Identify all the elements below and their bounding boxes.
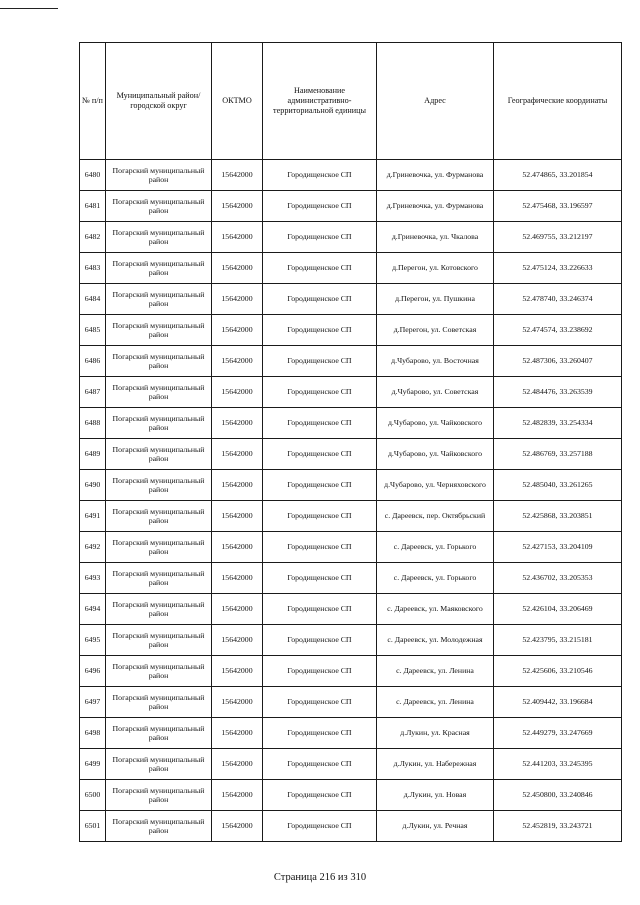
- cell-oktmo: 15642000: [212, 625, 263, 656]
- cell-unit: Городищенское СП: [263, 408, 377, 439]
- cell-oktmo: 15642000: [212, 470, 263, 501]
- cell-unit: Городищенское СП: [263, 191, 377, 222]
- cell-address: д.Чубарово, ул. Чайковского: [377, 439, 494, 470]
- cell-num: 6493: [80, 563, 106, 594]
- cell-municipality: Погарский муниципальный район: [106, 625, 212, 656]
- cell-num: 6480: [80, 160, 106, 191]
- table-row: [80, 780, 622, 811]
- cell-num: 6488: [80, 408, 106, 439]
- cell-oktmo: 15642000: [212, 191, 263, 222]
- cell-municipality: Погарский муниципальный район: [106, 377, 212, 408]
- cell-num: 6491: [80, 501, 106, 532]
- table-row: [80, 718, 622, 749]
- cell-address: с. Дареевск, ул. Ленина: [377, 687, 494, 718]
- cell-oktmo: 15642000: [212, 222, 263, 253]
- cell-unit: Городищенское СП: [263, 160, 377, 191]
- cell-num: 6499: [80, 749, 106, 780]
- cell-oktmo: 15642000: [212, 749, 263, 780]
- cell-oktmo: 15642000: [212, 160, 263, 191]
- cell-unit: Городищенское СП: [263, 439, 377, 470]
- cell-num: 6481: [80, 191, 106, 222]
- table-row: [80, 470, 622, 501]
- cell-municipality: Погарский муниципальный район: [106, 439, 212, 470]
- cell-coords: 52.478740, 33.246374: [494, 284, 622, 315]
- table-row: [80, 284, 622, 315]
- cell-address: д.Гриневочка, ул. Фурманова: [377, 160, 494, 191]
- cell-municipality: Погарский муниципальный район: [106, 160, 212, 191]
- header-coords: Географические координаты: [494, 43, 622, 160]
- cell-unit: Городищенское СП: [263, 253, 377, 284]
- cell-num: 6495: [80, 625, 106, 656]
- table-row: [80, 563, 622, 594]
- cell-oktmo: 15642000: [212, 377, 263, 408]
- cell-municipality: Погарский муниципальный район: [106, 563, 212, 594]
- registry-table: [79, 42, 622, 842]
- cell-unit: Городищенское СП: [263, 780, 377, 811]
- header-num: № п/п: [80, 43, 106, 160]
- cell-address: д.Лукин, ул. Красная: [377, 718, 494, 749]
- table-row: [80, 749, 622, 780]
- cell-unit: Городищенское СП: [263, 377, 377, 408]
- table-row: [80, 501, 622, 532]
- cell-num: 6496: [80, 656, 106, 687]
- cell-address: д.Перегон, ул. Советская: [377, 315, 494, 346]
- cell-municipality: Погарский муниципальный район: [106, 470, 212, 501]
- cell-municipality: Погарский муниципальный район: [106, 222, 212, 253]
- cell-coords: 52.449279, 33.247669: [494, 718, 622, 749]
- table-row: [80, 346, 622, 377]
- cell-num: 6485: [80, 315, 106, 346]
- cell-address: д.Перегон, ул. Пушкина: [377, 284, 494, 315]
- cell-address: д.Лукин, ул. Речная: [377, 811, 494, 842]
- cell-unit: Городищенское СП: [263, 284, 377, 315]
- cell-num: 6492: [80, 532, 106, 563]
- cell-coords: 52.486769, 33.257188: [494, 439, 622, 470]
- cell-coords: 52.474865, 33.201854: [494, 160, 622, 191]
- cell-unit: Городищенское СП: [263, 625, 377, 656]
- cell-coords: 52.475468, 33.196597: [494, 191, 622, 222]
- table-row: [80, 532, 622, 563]
- cell-coords: 52.475124, 33.226633: [494, 253, 622, 284]
- cell-address: с. Дареевск, ул. Горького: [377, 532, 494, 563]
- cell-unit: Городищенское СП: [263, 563, 377, 594]
- table-row: [80, 160, 622, 191]
- table-row: [80, 222, 622, 253]
- cell-municipality: Погарский муниципальный район: [106, 346, 212, 377]
- header-oktmo: ОКТМО: [212, 43, 263, 160]
- cell-coords: 52.485040, 33.261265: [494, 470, 622, 501]
- cell-oktmo: 15642000: [212, 594, 263, 625]
- cell-oktmo: 15642000: [212, 346, 263, 377]
- cell-num: 6501: [80, 811, 106, 842]
- cell-address: д.Чубарово, ул. Советская: [377, 377, 494, 408]
- cell-oktmo: 15642000: [212, 253, 263, 284]
- cell-address: с. Дареевск, ул. Ленина: [377, 656, 494, 687]
- cell-address: с. Дареевск, ул. Молодежная: [377, 625, 494, 656]
- header-unit: Наименование административно-территориальной единицы: [263, 43, 377, 160]
- cell-unit: Городищенское СП: [263, 501, 377, 532]
- cell-address: д.Лукин, ул. Новая: [377, 780, 494, 811]
- cell-coords: 52.450800, 33.240846: [494, 780, 622, 811]
- cell-coords: 52.425606, 33.210546: [494, 656, 622, 687]
- cell-num: 6490: [80, 470, 106, 501]
- cell-coords: 52.425868, 33.203851: [494, 501, 622, 532]
- cell-unit: Городищенское СП: [263, 532, 377, 563]
- cell-unit: Городищенское СП: [263, 687, 377, 718]
- table-row: [80, 253, 622, 284]
- cell-oktmo: 15642000: [212, 284, 263, 315]
- cell-oktmo: 15642000: [212, 501, 263, 532]
- cell-coords: 52.436702, 33.205353: [494, 563, 622, 594]
- cell-coords: 52.452819, 33.243721: [494, 811, 622, 842]
- cell-municipality: Погарский муниципальный район: [106, 811, 212, 842]
- cell-address: с. Дареевск, ул. Горького: [377, 563, 494, 594]
- cell-oktmo: 15642000: [212, 687, 263, 718]
- cell-coords: 52.487306, 33.260407: [494, 346, 622, 377]
- cell-municipality: Погарский муниципальный район: [106, 408, 212, 439]
- cell-unit: Городищенское СП: [263, 718, 377, 749]
- header-row: [80, 43, 622, 160]
- cell-coords: 52.426104, 33.206469: [494, 594, 622, 625]
- header-municipality: Муниципальный район/городской округ: [106, 43, 212, 160]
- cell-municipality: Погарский муниципальный район: [106, 718, 212, 749]
- table-row: [80, 315, 622, 346]
- cell-municipality: Погарский муниципальный район: [106, 532, 212, 563]
- cell-unit: Городищенское СП: [263, 222, 377, 253]
- table-row: [80, 594, 622, 625]
- table-row: [80, 191, 622, 222]
- table-row: [80, 656, 622, 687]
- table-row: [80, 687, 622, 718]
- cell-coords: 52.484476, 33.263539: [494, 377, 622, 408]
- cell-address: д.Чубарово, ул. Восточная: [377, 346, 494, 377]
- cell-coords: 52.482839, 33.254334: [494, 408, 622, 439]
- header-address: Адрес: [377, 43, 494, 160]
- cell-address: д.Гриневочка, ул. Фурманова: [377, 191, 494, 222]
- cell-municipality: Погарский муниципальный район: [106, 594, 212, 625]
- table-row: [80, 439, 622, 470]
- cell-num: 6497: [80, 687, 106, 718]
- cell-unit: Городищенское СП: [263, 749, 377, 780]
- cell-address: с. Дареевск, пер. Октябрьский: [377, 501, 494, 532]
- cell-oktmo: 15642000: [212, 439, 263, 470]
- cell-coords: 52.441203, 33.245395: [494, 749, 622, 780]
- cell-num: 6498: [80, 718, 106, 749]
- cell-address: д.Гриневочка, ул. Чкалова: [377, 222, 494, 253]
- cell-coords: 52.409442, 33.196684: [494, 687, 622, 718]
- page-number: Страница 216 из 310: [273, 872, 367, 883]
- cell-oktmo: 15642000: [212, 408, 263, 439]
- cell-oktmo: 15642000: [212, 780, 263, 811]
- cell-unit: Городищенское СП: [263, 315, 377, 346]
- cell-oktmo: 15642000: [212, 563, 263, 594]
- cell-coords: 52.469755, 33.212197: [494, 222, 622, 253]
- cell-oktmo: 15642000: [212, 811, 263, 842]
- cell-unit: Городищенское СП: [263, 346, 377, 377]
- cell-municipality: Погарский муниципальный район: [106, 656, 212, 687]
- cell-municipality: Погарский муниципальный район: [106, 284, 212, 315]
- cell-num: 6494: [80, 594, 106, 625]
- cell-oktmo: 15642000: [212, 315, 263, 346]
- cell-municipality: Погарский муниципальный район: [106, 780, 212, 811]
- cell-address: д.Чубарово, ул. Чайковского: [377, 408, 494, 439]
- cell-address: с. Дареевск, ул. Маяковского: [377, 594, 494, 625]
- table-row: [80, 377, 622, 408]
- table-row: [80, 811, 622, 842]
- cell-coords: 52.474574, 33.238692: [494, 315, 622, 346]
- cell-address: д.Чубарово, ул. Черняховского: [377, 470, 494, 501]
- table-row: [80, 625, 622, 656]
- table-row: [80, 408, 622, 439]
- cell-oktmo: 15642000: [212, 656, 263, 687]
- cell-municipality: Погарский муниципальный район: [106, 501, 212, 532]
- cell-coords: 52.423795, 33.215181: [494, 625, 622, 656]
- cell-num: 6500: [80, 780, 106, 811]
- cell-unit: Городищенское СП: [263, 656, 377, 687]
- cell-unit: Городищенское СП: [263, 470, 377, 501]
- cell-num: 6487: [80, 377, 106, 408]
- cell-municipality: Погарский муниципальный район: [106, 749, 212, 780]
- cell-address: д.Перегон, ул. Котовского: [377, 253, 494, 284]
- cell-unit: Городищенское СП: [263, 811, 377, 842]
- cell-num: 6489: [80, 439, 106, 470]
- cell-oktmo: 15642000: [212, 532, 263, 563]
- cell-coords: 52.427153, 33.204109: [494, 532, 622, 563]
- top-rule: [0, 8, 58, 9]
- cell-num: 6483: [80, 253, 106, 284]
- cell-oktmo: 15642000: [212, 718, 263, 749]
- cell-municipality: Погарский муниципальный район: [106, 191, 212, 222]
- cell-municipality: Погарский муниципальный район: [106, 687, 212, 718]
- cell-num: 6486: [80, 346, 106, 377]
- cell-municipality: Погарский муниципальный район: [106, 253, 212, 284]
- cell-num: 6484: [80, 284, 106, 315]
- cell-unit: Городищенское СП: [263, 594, 377, 625]
- cell-address: д.Лукин, ул. Набережная: [377, 749, 494, 780]
- cell-num: 6482: [80, 222, 106, 253]
- cell-municipality: Погарский муниципальный район: [106, 315, 212, 346]
